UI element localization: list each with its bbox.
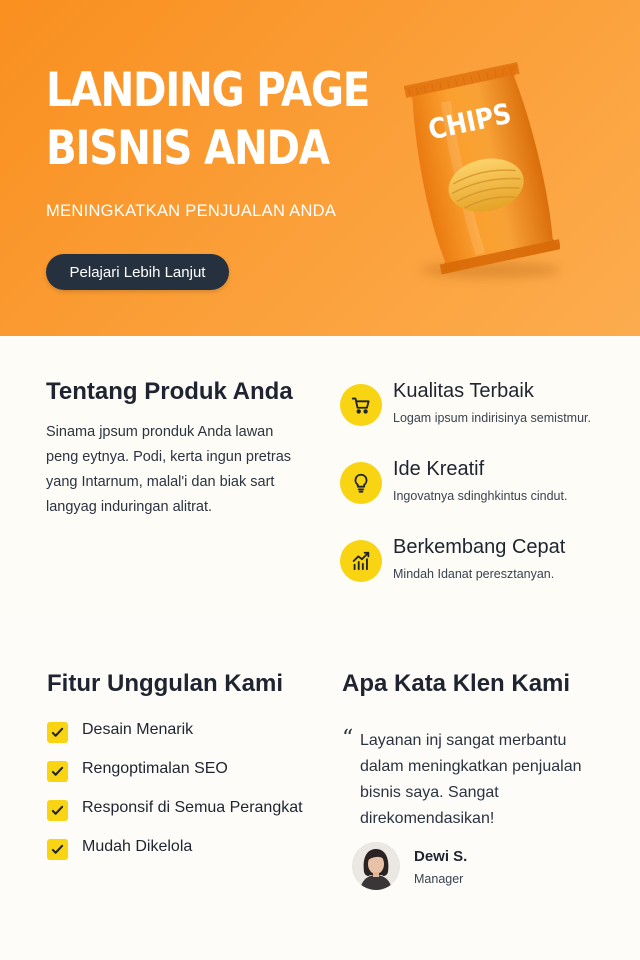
quote-icon: “ [342, 726, 354, 751]
highlights-title: Fitur Unggulan Kami [47, 670, 283, 697]
list-item [47, 720, 327, 759]
feature-title: Berkembang Cepat [393, 536, 566, 558]
feature-quality [340, 380, 630, 440]
cart-icon [340, 384, 382, 426]
list-item-label: Mudah Dikelola [82, 838, 193, 855]
about-line: langyag induringan alitrat. [46, 499, 213, 515]
checkmark-icon [47, 761, 68, 782]
chips-bag-image [400, 56, 560, 276]
hero-title-line-1: LANDING PAGE [46, 63, 370, 118]
hero-title [46, 62, 370, 178]
quote-line: direkomendasikan! [360, 810, 495, 827]
list-item [47, 837, 327, 876]
list-item [47, 798, 327, 837]
hero-section [0, 0, 640, 336]
checkmark-icon [47, 839, 68, 860]
feature-title: Kualitas Terbaik [393, 380, 534, 402]
highlights-list [47, 720, 327, 876]
checkmark-icon [47, 800, 68, 821]
reviewer-name: Dewi S. [414, 848, 468, 865]
testimonial-title: Apa Kata Klen Kami [342, 670, 571, 697]
about-title: Tentang Produk Anda [46, 378, 293, 405]
hero-subtitle: MENINGKATKAN PENJUALAN ANDA [46, 202, 337, 220]
growth-chart-icon [340, 540, 382, 582]
quote-line: bisnis saya. Sangat [360, 784, 499, 801]
list-item-label: Rengoptimalan SEO [82, 760, 228, 777]
hero-title-line-2: BISNIS ANDA [46, 121, 329, 176]
list-item-label: Responsif di Semua Perangkat [82, 799, 303, 816]
lightbulb-icon [340, 462, 382, 504]
testimonial-quote [360, 728, 610, 832]
list-item-label: Desain Menarik [82, 721, 194, 738]
quote-line: dalam meningkatkan penjualan [360, 758, 582, 775]
chips-label: CHIPS [425, 98, 515, 147]
feature-creative [340, 458, 630, 518]
feature-description: Ingovatnya sdinghkintus cindut. [393, 489, 568, 503]
feature-growth [340, 536, 630, 596]
feature-title: Ide Kreatif [393, 458, 485, 480]
learn-more-button[interactable]: Pelajari Lebih Lanjut [46, 254, 229, 290]
feature-description: Mindah Idanat peresztanyan. [393, 567, 555, 581]
about-line: peng eytnya. Podi, kerta ingun pretras [46, 449, 292, 465]
list-item [47, 759, 327, 798]
avatar [352, 842, 400, 890]
checkmark-icon [47, 722, 68, 743]
feature-description: Logam ipsum indirisinya semistmur. [393, 411, 591, 425]
quote-line: Layanan inj sangat merbantu [360, 732, 567, 749]
about-line: yang Intarnum, malal'i dan biak sart [46, 474, 275, 490]
about-paragraph [46, 420, 296, 520]
about-line: Sinama jpsum pronduk Anda lawan [46, 424, 274, 440]
reviewer-role: Manager [414, 872, 464, 886]
